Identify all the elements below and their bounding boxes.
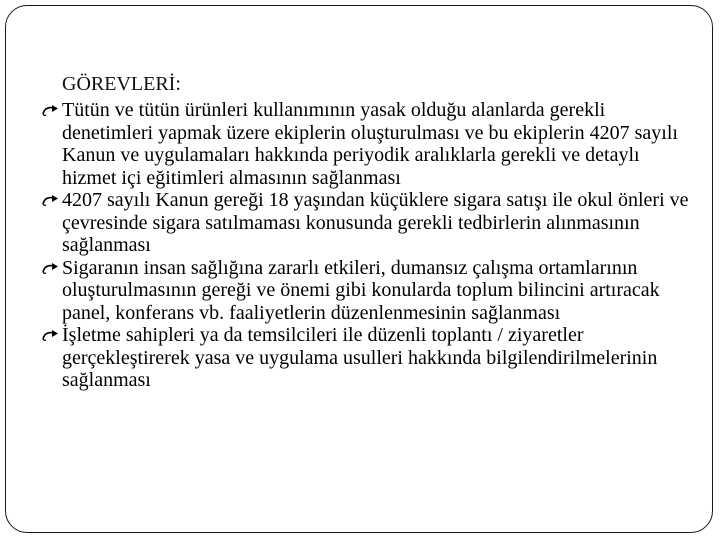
slide-heading: GÖREVLERİ: [62,73,181,95]
bullet-list [18,99,698,392]
bullet-item [18,189,698,257]
bullet-text: Sigaranın insan sağlığına zararlı etkileri, dumansız çalışma ortamlarının oluşturulmasının gereği ve önemi gibi konularda toplum bilincini artıracak panel, konferans vb. faaliyetlerin düzenlenmesinin sağlanması [62,256,660,324]
bullet-item [18,324,698,392]
bullet-text: Tütün ve tütün ürünleri kullanımının yasak olduğu alanlarda gerekli denetimleri yapmak üzere ekiplerin oluşturulması ve bu ekiplerin 4207 sayılı Kanun ve uygulamaları hakkında periyodik aralıklarla gerekli ve detaylı hizmet içi eğitimleri almasının sağlanması [62,99,678,189]
bullet-item [18,257,698,325]
curved-arrow-bullet-icon [42,194,60,207]
bullet-item [18,99,698,189]
curved-arrow-bullet-icon [42,104,60,117]
bullet-text: İşletme sahipleri ya da temsilcileri ile düzenli toplantı / ziyaretler gerçekleştirerek yasa ve uygulama usulleri hakkında bilgilendirilmelerinin sağlanması [62,324,658,391]
curved-arrow-bullet-icon [42,329,60,342]
slide-content [18,72,698,392]
curved-arrow-bullet-icon [42,262,60,275]
bullet-text: 4207 sayılı Kanun gereği 18 yaşından küçüklere sigara satışı ile okul önleri ve çevresinde sigara satılmaması konusunda gerekli tedbirlerin alınmasının sağlanması [62,189,689,256]
